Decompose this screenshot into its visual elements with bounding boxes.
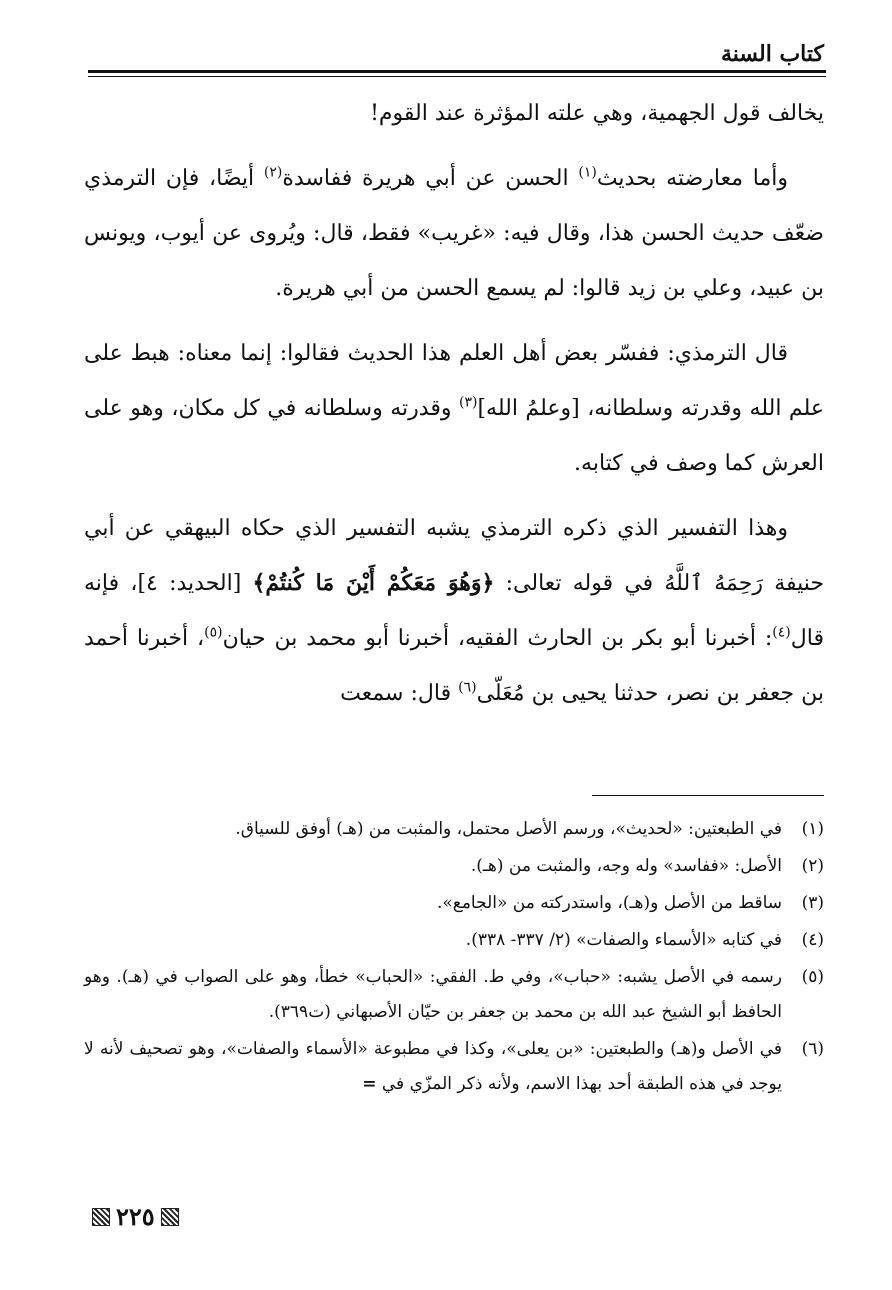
footnote-1 bbox=[84, 812, 824, 847]
header-rule-thick bbox=[88, 70, 826, 73]
footnote-3 bbox=[84, 886, 824, 921]
footnote-6-body: في الأصل و(هـ) والطبعتين: «بن يعلى»، وكذا في مطبوعة «الأسماء والصفات»، وهو تصحيف لأنه لا يوجد في هذه الطبقة أحد بهذا الاسم، ولأنه ذكر المزّي في bbox=[84, 1039, 782, 1094]
footnote-text: ساقط من الأصل و(هـ)، واستدركته من «الجامع». bbox=[436, 893, 782, 913]
ornament-icon bbox=[161, 1208, 179, 1226]
footnote-marker-2: (٢) bbox=[263, 164, 283, 181]
footnote-marker-1: (١) bbox=[578, 164, 597, 181]
ornament-icon bbox=[92, 1208, 110, 1226]
footnote-separator bbox=[592, 795, 824, 796]
footnote-number: (٤) bbox=[801, 930, 824, 950]
paragraph-1: يخالف قول الجهمية، وهي علته المؤثرة عند القوم! bbox=[370, 101, 824, 126]
footnotes-section bbox=[84, 812, 824, 1104]
footnote-number: (١) bbox=[801, 819, 824, 839]
footnote-4 bbox=[84, 923, 824, 958]
paragraph-2-text-1: وأما معارضته بحديث bbox=[596, 166, 788, 191]
paragraph-4 bbox=[84, 501, 824, 721]
footnote-text bbox=[84, 1032, 782, 1102]
paragraph-4-text-1: وهذا التفسير الذي ذكره الترمذي يشبه التفسير الذي حكاه البيهقي عن أبي حنيفة رَحِمَهُ ٱللَّهُ في قوله تعالى: bbox=[84, 516, 825, 596]
footnote-text: في الطبعتين: «لحديث»، ورسم الأصل محتمل، والمثبت من (هـ) أوفق للسياق. bbox=[235, 819, 782, 839]
footnote-marker-4: (٤) bbox=[772, 624, 791, 641]
paragraph-4-text-4: ، أخبرنا أحمد بن جعفر بن نصر، حدثنا يحيى بن مُعَلّى bbox=[84, 626, 824, 706]
main-text bbox=[84, 86, 824, 731]
page-number-block bbox=[86, 1202, 185, 1232]
footnote-marker-3: (٣) bbox=[458, 394, 478, 411]
continuation-mark: = bbox=[362, 1074, 377, 1094]
paragraph-2-text-3: أيضًا، فإن الترمذي ضعّف حديث الحسن هذا، وقال فيه: «غريب» فقط، قال: ويُروى عن أيوب، ويونس بن عبيد، وعلي بن زيد قالوا: لم يسمع الحسن من أبي هريرة. bbox=[84, 166, 824, 301]
footnote-number: (٥) bbox=[801, 967, 824, 987]
paragraph-4-text-2: [الحديد: ٤]، فإنه قال bbox=[84, 571, 824, 651]
footnote-number: (٣) bbox=[801, 893, 824, 913]
paragraph-2-text-2: الحسن عن أبي هريرة ففاسدة bbox=[282, 166, 579, 191]
paragraph-3-text-2: وقدرته وسلطانه في كل مكان، وهو على العرش كما وصف في كتابه. bbox=[84, 396, 824, 476]
paragraph-3 bbox=[84, 326, 824, 491]
footnote-number: (٦) bbox=[801, 1039, 824, 1059]
footnote-number: (٢) bbox=[801, 856, 824, 876]
footnote-marker-6: (٦) bbox=[458, 679, 477, 696]
footnote-5 bbox=[84, 960, 824, 1030]
footnote-6 bbox=[84, 1032, 824, 1102]
header-rule-thin bbox=[88, 76, 826, 77]
footnote-text: رسمه في الأصل يشبه: «حباب»، وفي ط. الفقي: «الحباب» خطأ، وهو على الصواب في (هـ). وهو الحافظ أبو الشيخ عبد الله بن محمد بن جعفر بن حيّان الأصبهاني (ت٣٦٩). bbox=[84, 967, 782, 1022]
paragraph-2 bbox=[84, 151, 824, 316]
footnote-text: الأصل: «ففاسد» وله وجه، والمثبت من (هـ). bbox=[470, 856, 782, 876]
paragraph-3-text-1: قال الترمذي: ففسّر بعض أهل العلم هذا الحديث فقالوا: إنما معناه: هبط على علم الله وقدرته وسلطانه، [وعلمُ الله] bbox=[84, 341, 824, 421]
paragraph-4-text-3: : أخبرنا أبو بكر بن الحارث الفقيه، أخبرنا أبو محمد بن حيان bbox=[222, 626, 773, 651]
quran-verse: ﴿وَهُوَ مَعَكُمْ أَيْنَ مَا كُنتُمْ﴾ bbox=[252, 570, 495, 596]
paragraph-4-text-5: قال: سمعت bbox=[340, 681, 459, 706]
running-header-title: كتاب السنة bbox=[720, 41, 824, 67]
footnote-text: في كتابه «الأسماء والصفات» (٢/ ٣٣٧- ٣٣٨). bbox=[465, 930, 782, 950]
page-number: ٢٢٥ bbox=[116, 1202, 155, 1231]
footnote-2 bbox=[84, 849, 824, 884]
footnote-marker-5: (٥) bbox=[204, 624, 223, 641]
